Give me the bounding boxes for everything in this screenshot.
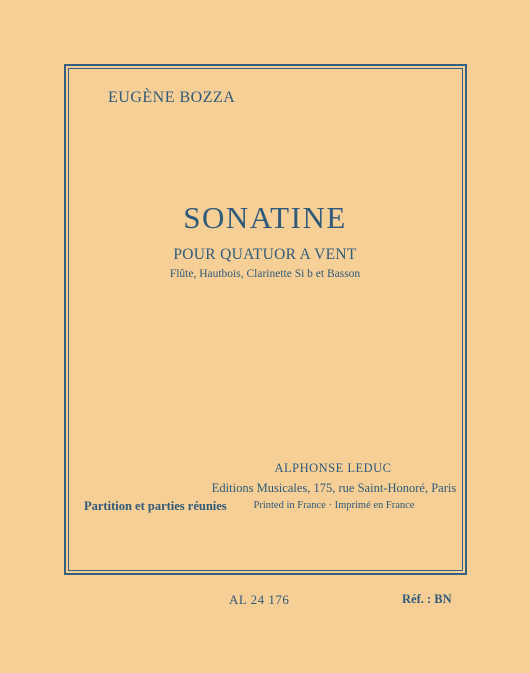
printed-in-notice: Printed in France · Imprimé en France (253, 500, 415, 511)
work-subtitle: POUR QUATUOR A VENT (173, 246, 357, 263)
reference-code: Réf. : BN (402, 592, 452, 606)
catalog-number: AL 24 176 (229, 592, 290, 607)
edition-note: Partition et parties réunies (84, 499, 227, 513)
composer-name: EUGÈNE BOZZA (108, 89, 236, 106)
instrumentation: Flûte, Hautbois, Clarinette Si b et Basson (169, 268, 361, 280)
publisher-address: Editions Musicales, 175, rue Saint-Honoré, Paris (211, 481, 457, 495)
work-title: SONATINE (183, 200, 347, 235)
publisher-name: ALPHONSE LEDUC (274, 461, 392, 475)
